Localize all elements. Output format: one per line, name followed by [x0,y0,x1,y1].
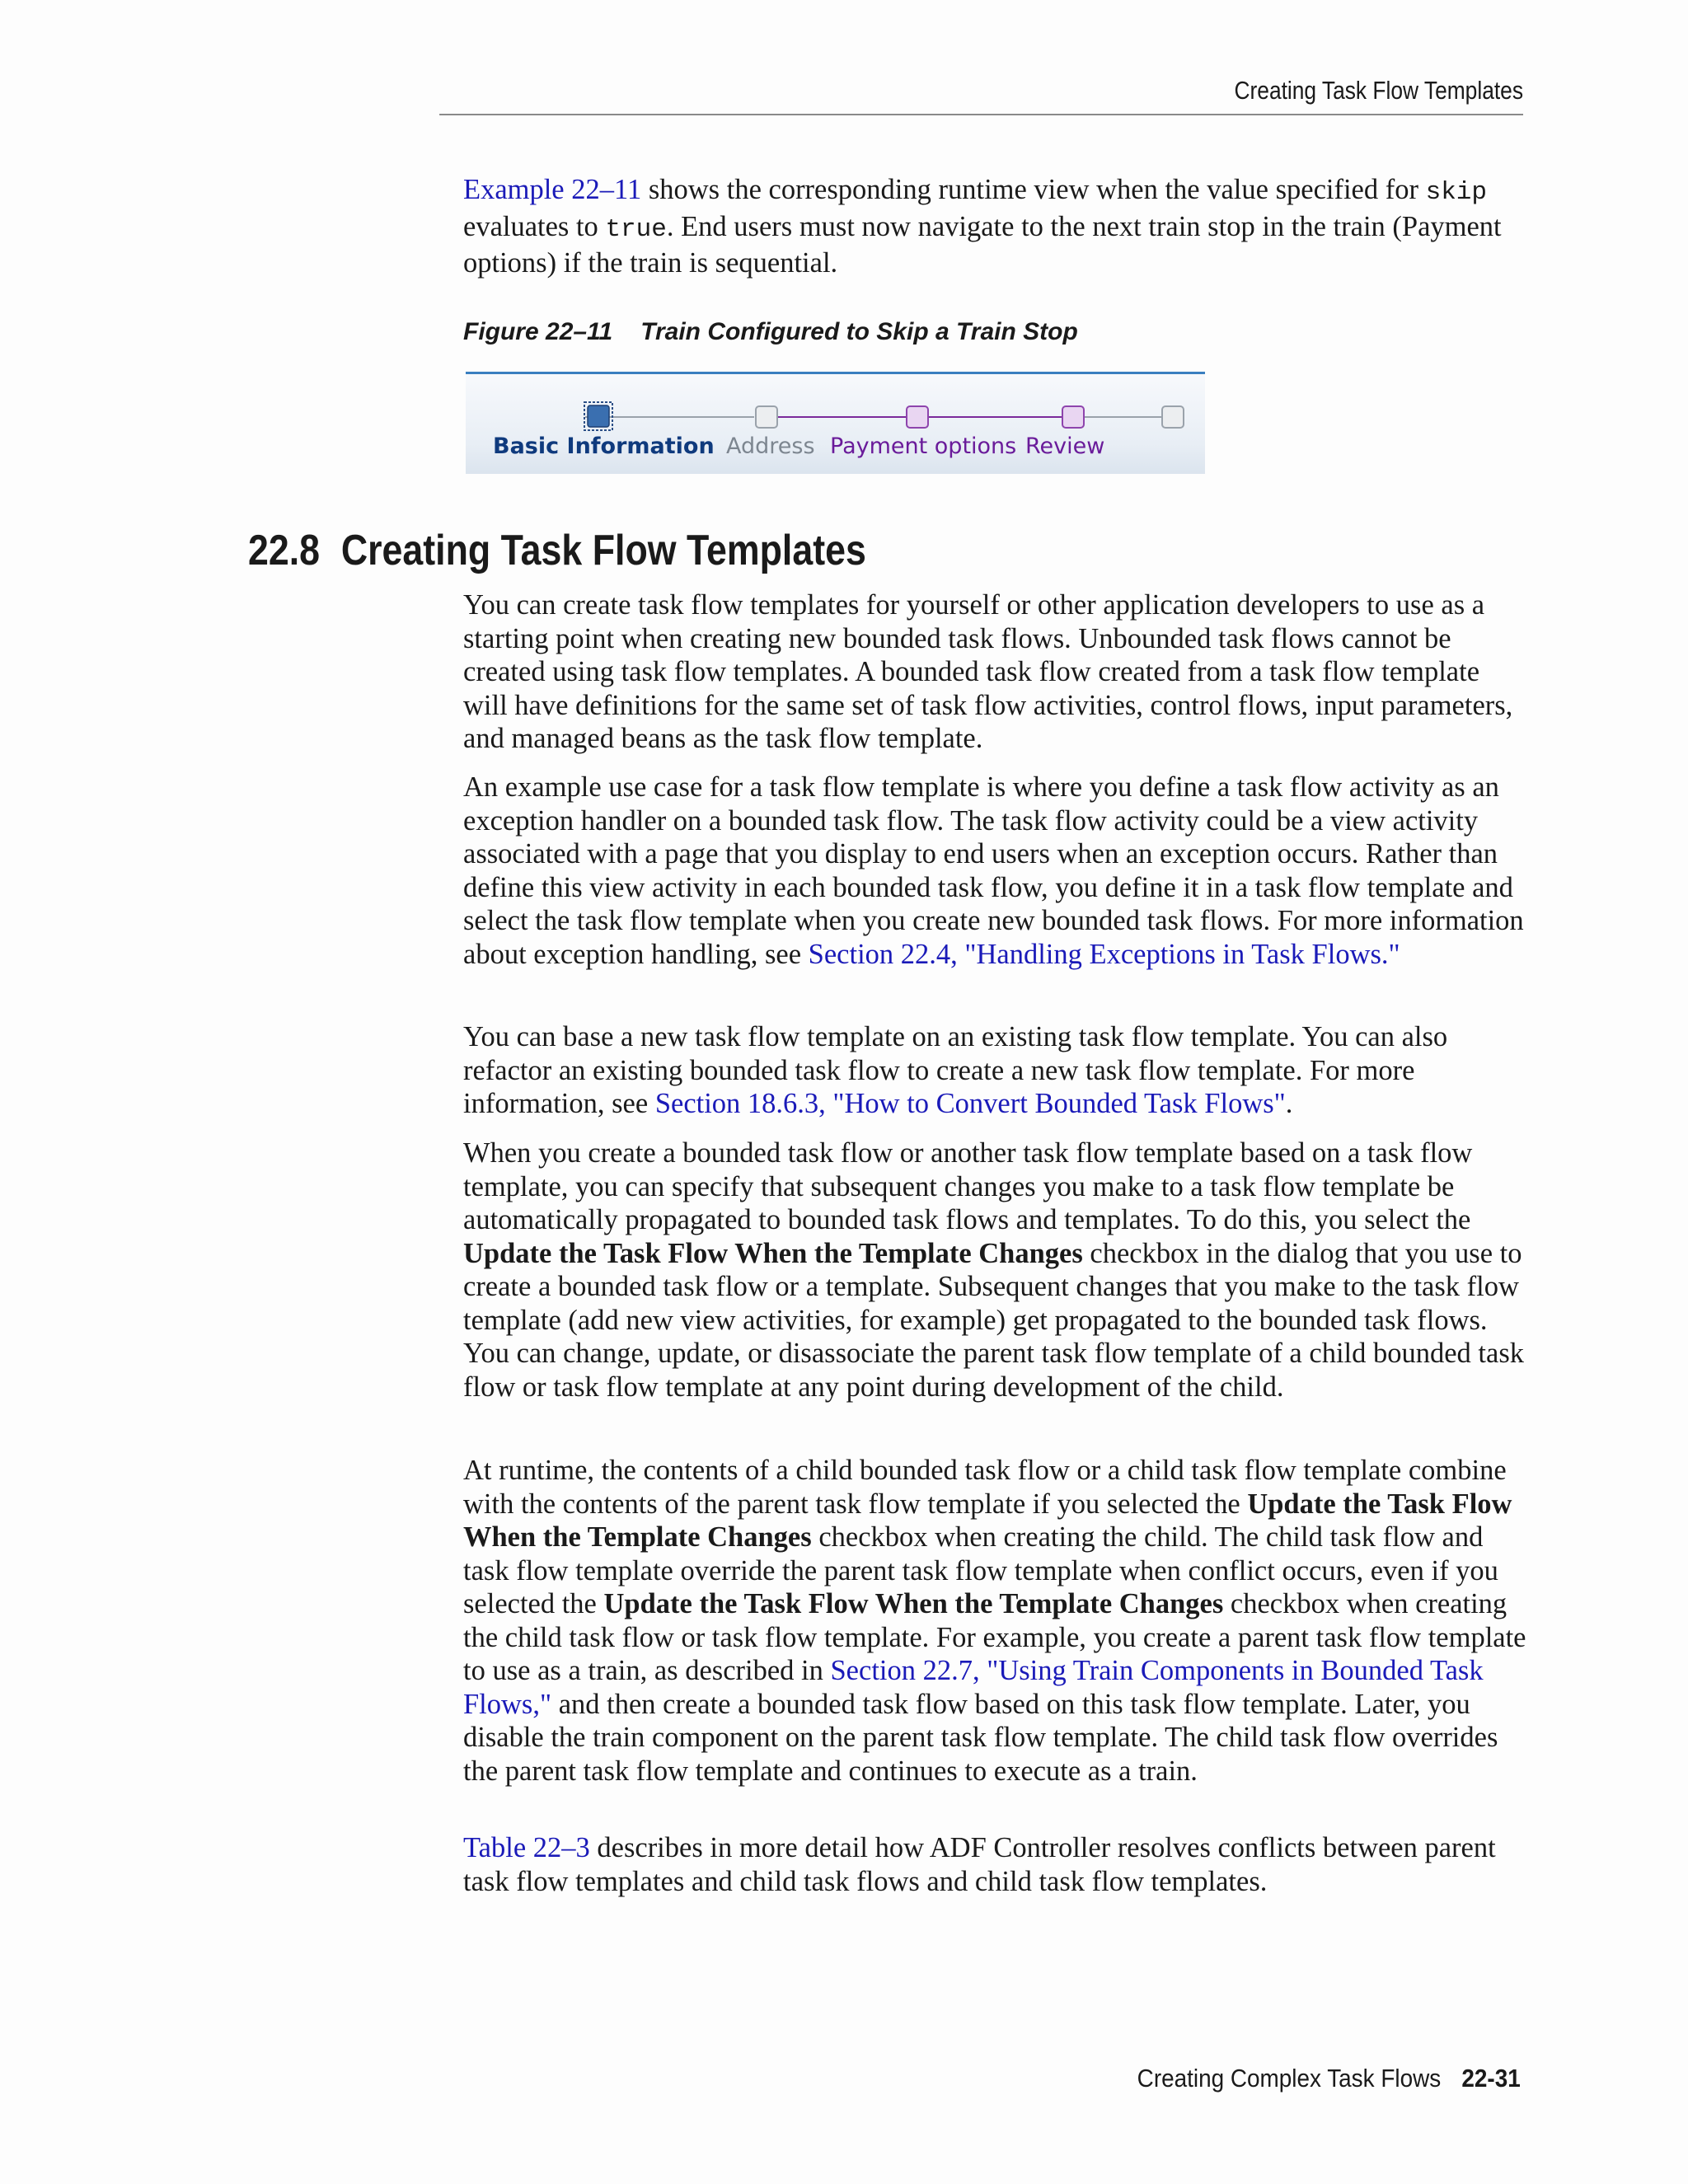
stop-last-icon [1162,406,1184,428]
stop-address-label[interactable]: Address [726,434,815,459]
section-22-4-link[interactable]: Section 22.4, "Handling Exceptions in Task Flows." [808,938,1400,970]
section-title: Creating Task Flow Templates [340,527,866,574]
checkbox-name-bold-2: Update the Task Flow When the Template Changes [603,1588,1224,1619]
code-true: true [605,214,667,244]
figure-number: Figure 22–11 [463,318,613,345]
section-number: 22.8 [248,527,321,574]
checkbox-name-bold-1: Update the Task Flow When the Template Changes [463,1488,1512,1553]
paragraph-6-text: describes in more detail how ADF Controller resolves conflicts between parent task flow templates and child task flows and child task flow templates. [463,1832,1496,1897]
paragraph-1-text: You can create task flow templates for yourself or other application developers to use as a starting point when creating new bounded task flows. Unbounded task flows cannot be created using task flow templates. A bounded task flow created from a task flow template will have definitions for the same set of task flow activities, control flows, input parameters, and managed beans as the task flow template. [463,589,1513,754]
stop-review-icon[interactable] [1062,406,1084,428]
section-22-7-link[interactable]: Section 22.7, "Using Train Components in Bounded Task Flows," [463,1655,1484,1720]
paragraph-5 [463,1454,1526,1788]
section-heading [248,524,866,577]
paragraph-1 [463,588,1526,756]
code-skip: skip [1425,178,1488,207]
paragraph-5-text-3: checkbox when creating the child task flow or task flow template. For example, you create a parent task flow template to use as a train, as described in [463,1588,1526,1686]
running-header-title: Creating Task Flow Templates [1234,76,1523,105]
page-number: 22-31 [1461,2064,1521,2093]
running-header [439,73,1523,115]
footer-title: Creating Complex Task Flows [1137,2064,1442,2093]
figure-title: Train Configured to Skip a Train Stop [640,318,1078,345]
train-graphic [466,374,1205,476]
paragraph-3-text: You can base a new task flow template on an existing task flow template. You can also refactor an existing bounded task flow to create a new task flow template. For more information, see [463,1021,1448,1119]
stop-review-label[interactable]: Review [1025,434,1105,459]
stop-payment-options-icon[interactable] [907,406,928,428]
paragraph-5-text-4: and then create a bounded task flow based on this task flow template. Later, you disable the train component on the parent task flow template. The child task flow overrides the parent task flow template and continues to execute as a train. [463,1688,1498,1787]
stop-address-icon[interactable] [756,406,777,428]
stop-basic-information-icon [584,402,612,430]
intro-paragraph [463,173,1526,280]
paragraph-6 [463,1831,1526,1898]
figure-caption [463,316,1535,349]
paragraph-4 [463,1137,1526,1404]
paragraph-3 [463,1020,1526,1121]
section-18-6-3-link[interactable]: Section 18.6.3, "How to Convert Bounded Task Flows" [654,1088,1286,1119]
running-footer [1137,2064,1521,2093]
paragraph-2 [463,771,1526,971]
example-link[interactable]: Example 22–11 [463,174,642,205]
checkbox-name-bold: Update the Task Flow When the Template Changes [463,1237,1083,1269]
intro-text-1: shows the corresponding runtime view when the value specified for [641,174,1426,205]
table-22-3-link[interactable]: Table 22–3 [463,1832,590,1863]
paragraph-5-text-2: checkbox when creating the child. The child task flow and task flow template override the parent task flow template when conflict occurs, even if you selected the [463,1521,1498,1619]
paragraph-3-period: . [1285,1088,1293,1119]
paragraph-2-text: An example use case for a task flow template is where you define a task flow activity as an exception handler on a bounded task flow. The task flow activity could be a view activity associated with a page that you display to end users when an exception occurs. Rather than define this view activity in each bounded task flow, you define it in a task flow template and select the task flow template when you create new bounded task flows. For more information about exception handling, see [463,771,1524,970]
intro-text-2: evaluates to [463,210,606,242]
paragraph-4-text-1: When you create a bounded task flow or another task flow template based on a task flow template, you can specify that subsequent changes you make to a task flow template be automatically propagated to bounded task flows and templates. To do this, you select the [463,1137,1473,1235]
stop-payment-options-label[interactable]: Payment options [830,434,1017,459]
train-component [466,372,1205,474]
intro-text-3: . End users must now navigate to the next train stop in the train (Payment options) if the train is sequential. [463,210,1502,279]
paragraph-5-text-1: At runtime, the contents of a child bounded task flow or a child task flow template combine with the contents of the parent task flow template if you selected the [463,1455,1507,1520]
stop-basic-information-label: Basic Information [493,434,715,459]
paragraph-4-text-2: checkbox in the dialog that you use to create a bounded task flow or a template. Subsequent changes that you make to the task flow template (add new view activities, for example) get propagated to the bounded task flows. You can change, update, or disassociate the parent task flow template of a child bounded task flow or task flow template at any point during development of the child. [463,1237,1524,1403]
